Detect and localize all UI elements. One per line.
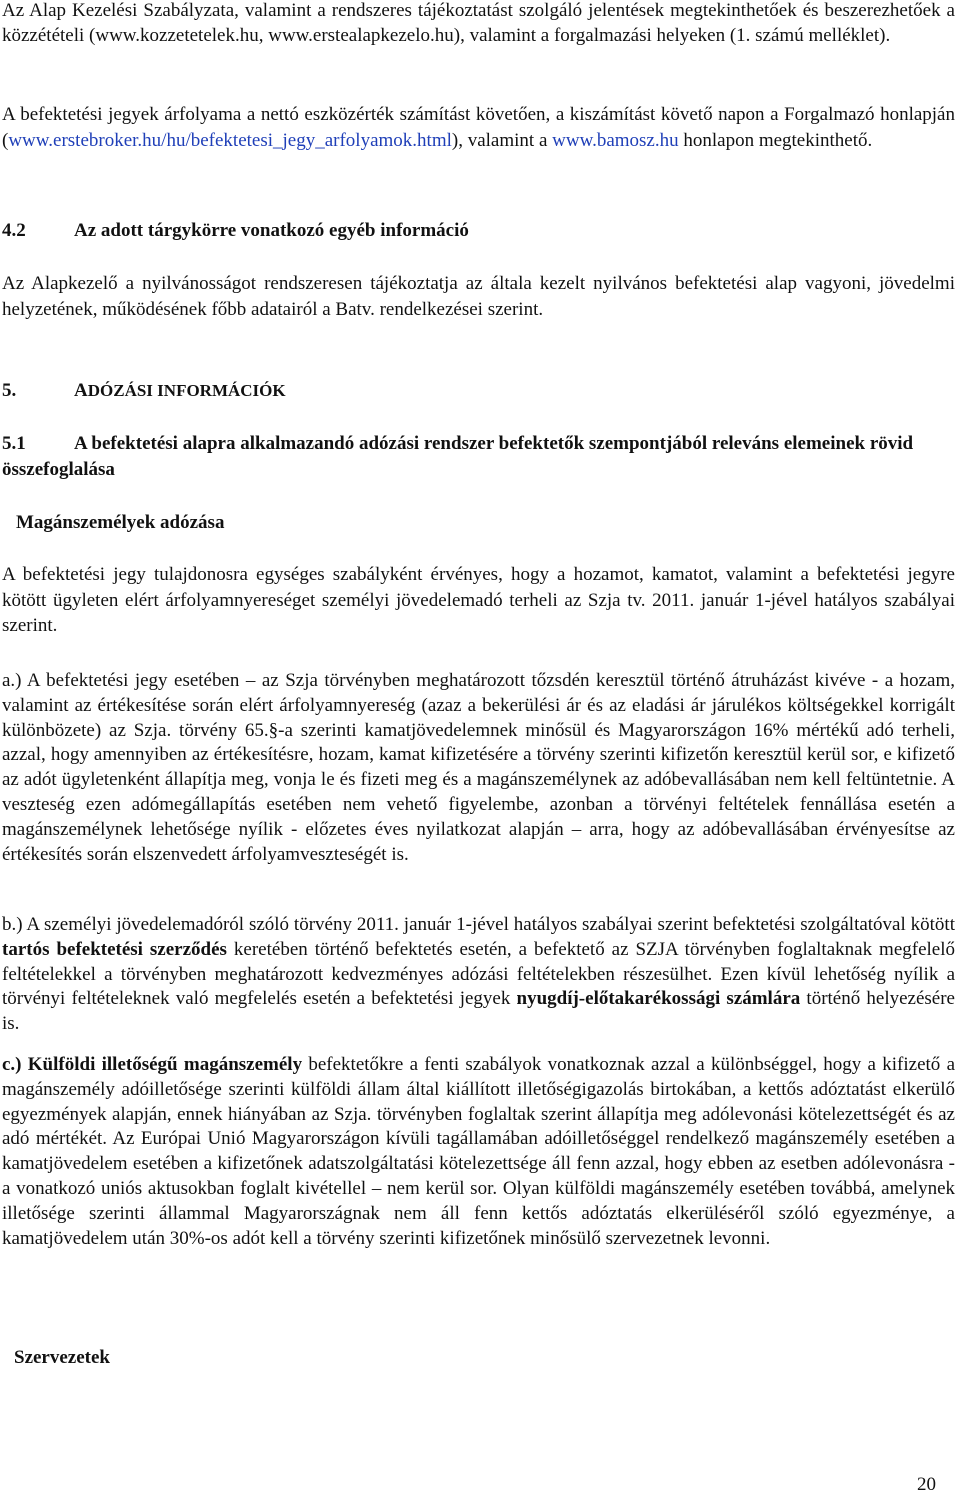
section-5-1-title: A befektetési alapra alkalmazandó adózási rendszer befektetők szempontjából releváns elemeinek rövid összefoglalása <box>2 433 914 480</box>
paragraph-tax-b <box>2 913 955 1037</box>
tax-b-bold-1: tartós befektetési szerződés <box>2 938 227 960</box>
subheading-organizations: Szervezetek <box>14 1347 110 1368</box>
section-4-2-number: 4.2 <box>2 220 26 241</box>
paragraph-general-tax: A befektetési jegy tulajdonosra egységes szabályként érvényes, hogy a hozamot, kamatot, valamint a befektetési jegyre kötött ügyleten elért árfolyamnyereséget személyi jövedelemadó terheli az Szja tv. 2011. január 1-jével hatályos szabályai szerint. <box>2 564 955 636</box>
section-5-number: 5. <box>2 380 17 401</box>
tax-c-text: befektetőkre a fenti szabályok vonatkoznak azzal a különbséggel, hogy a kifizető a magánszemély adóilletősége szerinti külföldi állam által kiállított illetőségigazolás birtokában, a kettős adóztatást elkerülő egyezmények alapján, ennek hiányában az Szja. törvényben foglaltak szerint állapítja meg adólevonási kötelezettségét és az adó mértékét. Az Európai Unió Magyarországon kívüli tagállamában adóilletőséggel rendelkező magánszemély esetében a kamatjövedelem esetében a kifizetőnek adatszolgáltatási kötelezettsége áll fenn azzal, hogy ebben az esetben adólevonásra - a vonatkozó uniós aktusokban foglalt kivétellel ‒ nem kerül sor. Olyan külföldi magánszemély esetében továbbá, amelynek illetősége szerinti állammal Magyarországnak nem áll fenn kettős adóztatás elkerüléséről szóló egyezménye, a kamatjövedelem után 30%-os adót kell a törvény szerinti kifizetőnek minősülő szervezetnek levonni. <box>2 1054 955 1249</box>
paragraph-publication-info: Az Alap Kezelési Szabályzata, valamint a rendszeres tájékoztatást szolgáló jelentések megtekinthetőek és beszerezhetőek a közzétételi (www.kozzetetelek.hu, www.erstealapkezelo.hu), valamint a forgalmazási helyeken (1. számú melléklet). <box>2 0 955 47</box>
price-info-text-after: honlapon megtekinthető. <box>678 129 873 151</box>
bamosz-link[interactable]: www.bamosz.hu <box>552 129 679 151</box>
price-info-text-middle: ), valamint a <box>451 129 553 151</box>
section-5-title-rest: DÓZÁSI INFORMÁCIÓK <box>87 381 286 400</box>
section-4-2-title: Az adott tárgykörre vonatkozó egyéb információ <box>74 220 469 241</box>
tax-b-text-3: történő helyezésére is. <box>2 988 955 1035</box>
erstebroker-link[interactable]: www.erstebroker.hu/hu/befektetesi_jegy_arfolyamok.html <box>8 129 452 151</box>
section-5-title-initial: A <box>74 380 88 401</box>
section-5-heading <box>2 378 955 404</box>
paragraph-tax-c <box>2 1053 955 1251</box>
subheading-private-persons: Magánszemélyek adózása <box>16 512 225 533</box>
tax-b-bold-2: nyugdíj-előtakarékossági számlára <box>516 988 801 1010</box>
tax-b-text-1: b.) A személyi jövedelemadóról szóló törvény 2011. január 1-jével hatályos szabályai szerint befektetési szolgáltatóval kötött <box>2 914 955 935</box>
section-5-1-number: 5.1 <box>2 433 26 454</box>
section-4-2-heading <box>2 218 955 244</box>
page-number: 20 <box>917 1474 936 1495</box>
paragraph-other-info: Az Alapkezelő a nyilvánosságot rendszeresen tájékoztatja az általa kezelt nyilvános befektetési alap vagyoni, jövedelmi helyzetének, működésének főbb adatairól a Batv. rendelkezései szerint. <box>2 273 955 320</box>
tax-c-bold: c.) Külföldi illetőségű magánszemély <box>2 1054 303 1075</box>
tax-b-text-2: keretében történő befektetés esetén, a befektető az SZJA törvényben foglaltaknak megfelelő feltételekkel a törvényben meghatározott kedvezményes adózási feltételekben részesülhet. Ezen kívül lehetőség nyílik a törvényi feltételeknek való megfelelés esetén a befektetési jegyek <box>2 938 956 1010</box>
price-info-text-before: A befektetési jegyek árfolyama a nettó eszközérték számítást követően, a kiszámítást követő napon a Forgalmazó honlapján ( <box>2 104 955 151</box>
paragraph-tax-a: a.) A befektetési jegy esetében ‒ az Szja törvényben meghatározott tőzsdén keresztül történő átruházást kivéve - a hozam, valamint az értékesítése során elért árfolyamnyereség (azaz a bekerülési ár és az eladási ár járulékos költségekkel korrigált különbözete) az Szja. törvény 65.§-a szerinti kamatjövedelemnek minősül és Magyarországon 16% mértékű adó terheli, azzal, hogy amennyiben az értékesítésre, hozam, kamat kifizetésére a törvény szerinti kifizetőn keresztül kerül sor, e kifizető az adót ügyletenként állapítja meg, vonja le és fizeti meg és a magánszemélynek az adóbevallásában nem kell feltüntetnie. A veszteség ezen adómegállapítás esetében nem vehető figyelembe, azonban a törvényi feltételek fennállása esetén a magánszemélynek lehetősége nyílik - előzetes éves nyilatkozat alapján ‒ arra, hogy az adóbevallásában érvényesítse az értékesítés során elszenvedett árfolyamveszteségét is. <box>2 670 955 865</box>
section-5-1-heading <box>2 431 955 482</box>
paragraph-price-info <box>2 102 955 153</box>
